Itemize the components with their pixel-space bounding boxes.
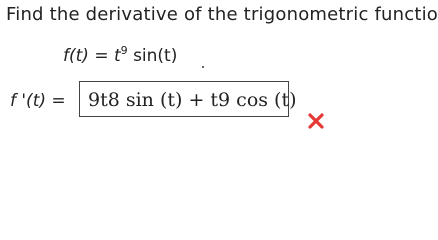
derivative-label: f '(t): [10, 91, 46, 111]
derivative-label-row: [10, 91, 66, 111]
question-prompt: Find the derivative of the trigonometric functio: [6, 4, 438, 25]
given-function-exponent: 9: [120, 44, 128, 57]
given-function: [63, 46, 177, 66]
derivative-equals: =: [51, 91, 66, 111]
given-function-equals: =: [94, 46, 109, 66]
given-function-lhs: f(t): [63, 46, 89, 66]
answer-input[interactable]: [79, 81, 297, 117]
given-function-base: t: [113, 46, 121, 66]
wrong-x-icon: [307, 112, 325, 130]
stray-dot: [202, 66, 204, 68]
answer-value: 9t8 sin (t) + t9 cos (t): [88, 89, 297, 111]
given-function-rest: sin(t): [133, 46, 178, 66]
